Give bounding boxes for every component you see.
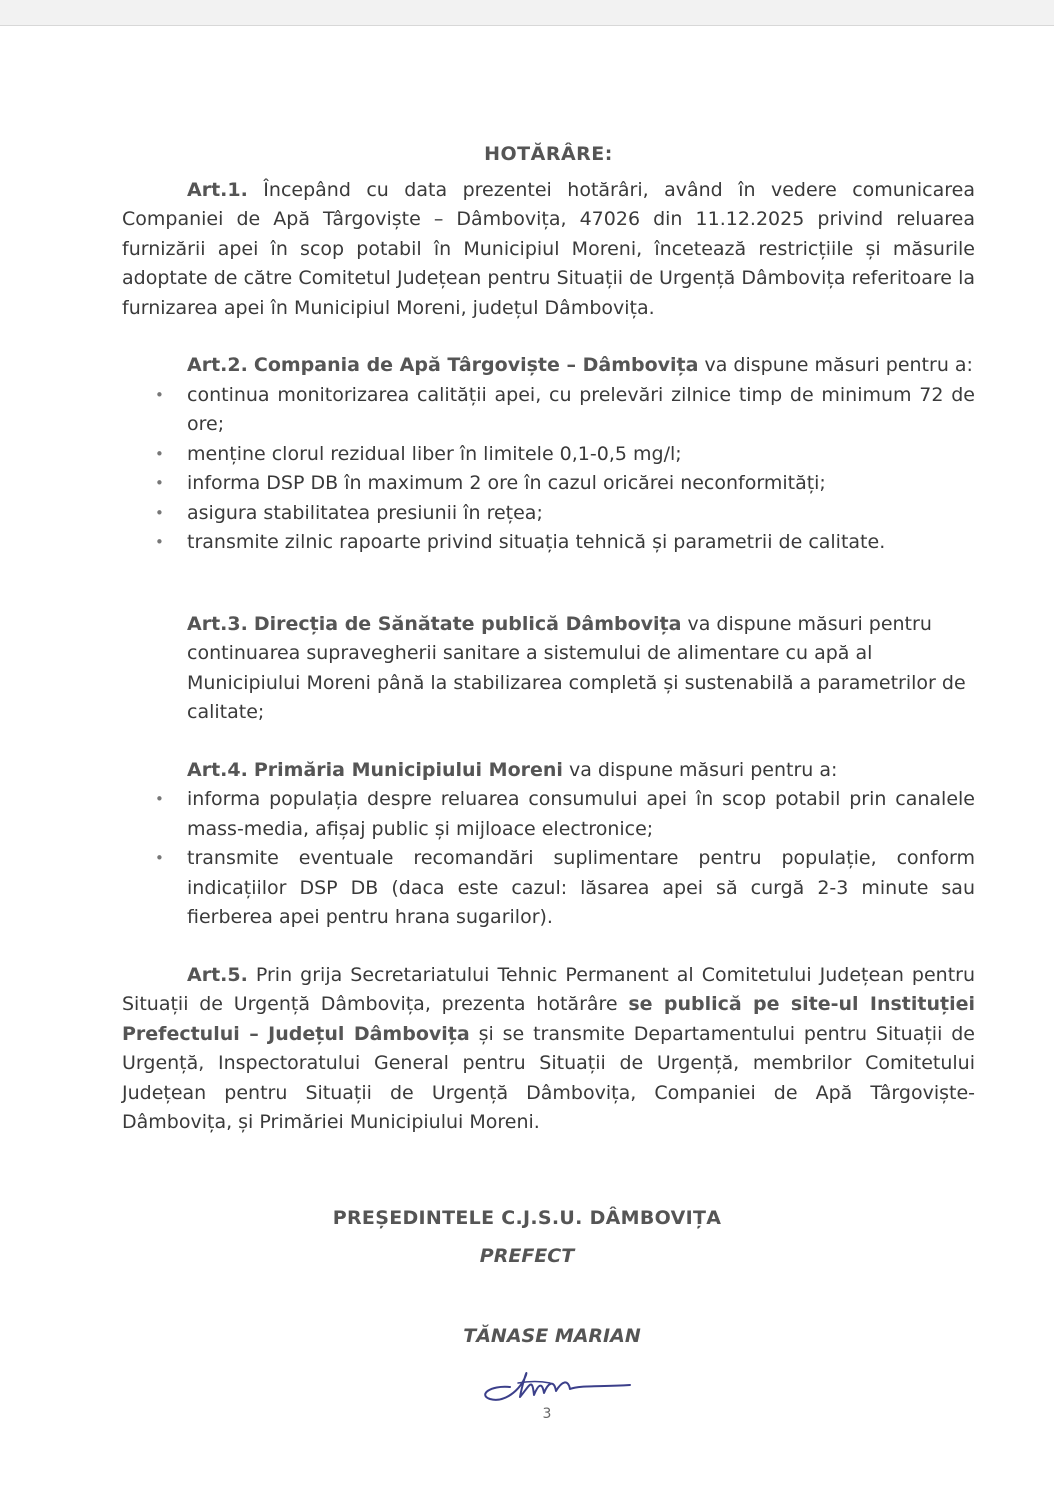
signatory-role: PREȘEDINTELE C.J.S.U. DÂMBOVIȚA	[332, 1207, 722, 1229]
article-2-intro: va dispune măsuri pentru a:	[704, 354, 973, 376]
signatory-title: PREFECT	[479, 1245, 575, 1267]
article-3-entity: Direcția de Sănătate publică Dâmbovița	[253, 612, 682, 635]
article-3-label: Art.3.	[187, 612, 248, 635]
article-4-intro: va dispune măsuri pentru a:	[568, 758, 838, 781]
list-item: • menține clorul rezidual liber în limitele 0,1-0,5 mg/l;	[122, 440, 975, 470]
article-2-label: Art.2.	[187, 354, 248, 376]
list-item: • informa DSP DB în maximum 2 ore în cazul oricărei neconformități;	[122, 469, 975, 499]
list-item: • transmite eventuale recomandări suplimentare pentru populație, conform indicațiilor DSP DB (daca este cazul: lăsarea apei să curgă 2-3 minute sau fierberea apei pentru hrana sugarilor).	[122, 844, 975, 933]
article-1	[122, 176, 975, 324]
article-5-text-a: Prin grija Secretariatului Tehnic Permanent al Comitetului Județean pentru Situații de Urgență Dâmbovița, prezenta hotărâre	[122, 963, 976, 1015]
article-2	[122, 351, 975, 558]
document-title: HOTĂRÂRE:	[484, 143, 613, 165]
article-5	[122, 961, 975, 1138]
article-4-label: Art.4.	[187, 758, 248, 781]
list-item: • asigura stabilitatea presiunii în rețea;	[122, 499, 975, 529]
article-4-list	[122, 785, 975, 933]
article-2-list	[122, 381, 975, 558]
article-3-text: va dispune măsuri pentru continuarea supravegherii sanitare a sistemului de alimentare cu apă al Municipiului Moreni până la stabilizarea completă și sustenabilă a parametrilor de calitate;	[187, 612, 966, 723]
article-1-text: Începând cu data prezentei hotărâri, având în vedere comunicarea Companiei de Apă Târgoviște – Dâmbovița, 47026 din 11.12.2025 privind reluarea furnizării apei în scop potabil în Municipiul Moreni, încetează restricțiile și măsurile adoptate de către Comitetul Județean pentru Situații de Urgență Dâmbovița referitoare la furnizarea apei în Municipiul Moreni, județul Dâmbovița.	[122, 178, 975, 319]
list-item: • informa populația despre reluarea consumului apei în scop potabil prin canalele mass-media, afișaj public și mijloace electronice;	[122, 785, 975, 844]
article-5-bold: se publică pe site-ul Instituției Prefectului – Județul Dâmbovița	[122, 993, 975, 1045]
article-4-heading	[122, 756, 975, 786]
signatory-name: TĂNASE MARIAN	[463, 1325, 641, 1347]
article-2-entity: Compania de Apă Târgoviște – Dâmbovița	[253, 354, 699, 376]
article-3	[122, 610, 975, 728]
viewer-top-bar	[0, 0, 1054, 26]
list-item: • continua monitorizarea calității apei, cu prelevări zilnice timp de minimum 72 de ore;	[122, 381, 975, 440]
article-1-label: Art.1.	[187, 178, 248, 201]
article-5-label: Art.5.	[187, 963, 248, 986]
page-number: 3	[542, 1406, 552, 1422]
article-5-text-b: și se transmite Departamentului pentru Situații de Urgență, Inspectoratului General pentru Situații de Urgență, membrilor Comitetului Județean pentru Situații de Urgență Dâmbovița, Companiei de Apă Târgoviște-Dâmbovița, și Primăriei Municipiului Moreni.	[122, 1022, 975, 1133]
list-item: • transmite zilnic rapoarte privind situația tehnică și parametrii de calitate.	[122, 528, 975, 558]
document-page	[122, 140, 975, 1138]
article-4-entity: Primăria Municipiului Moreni	[253, 758, 563, 781]
